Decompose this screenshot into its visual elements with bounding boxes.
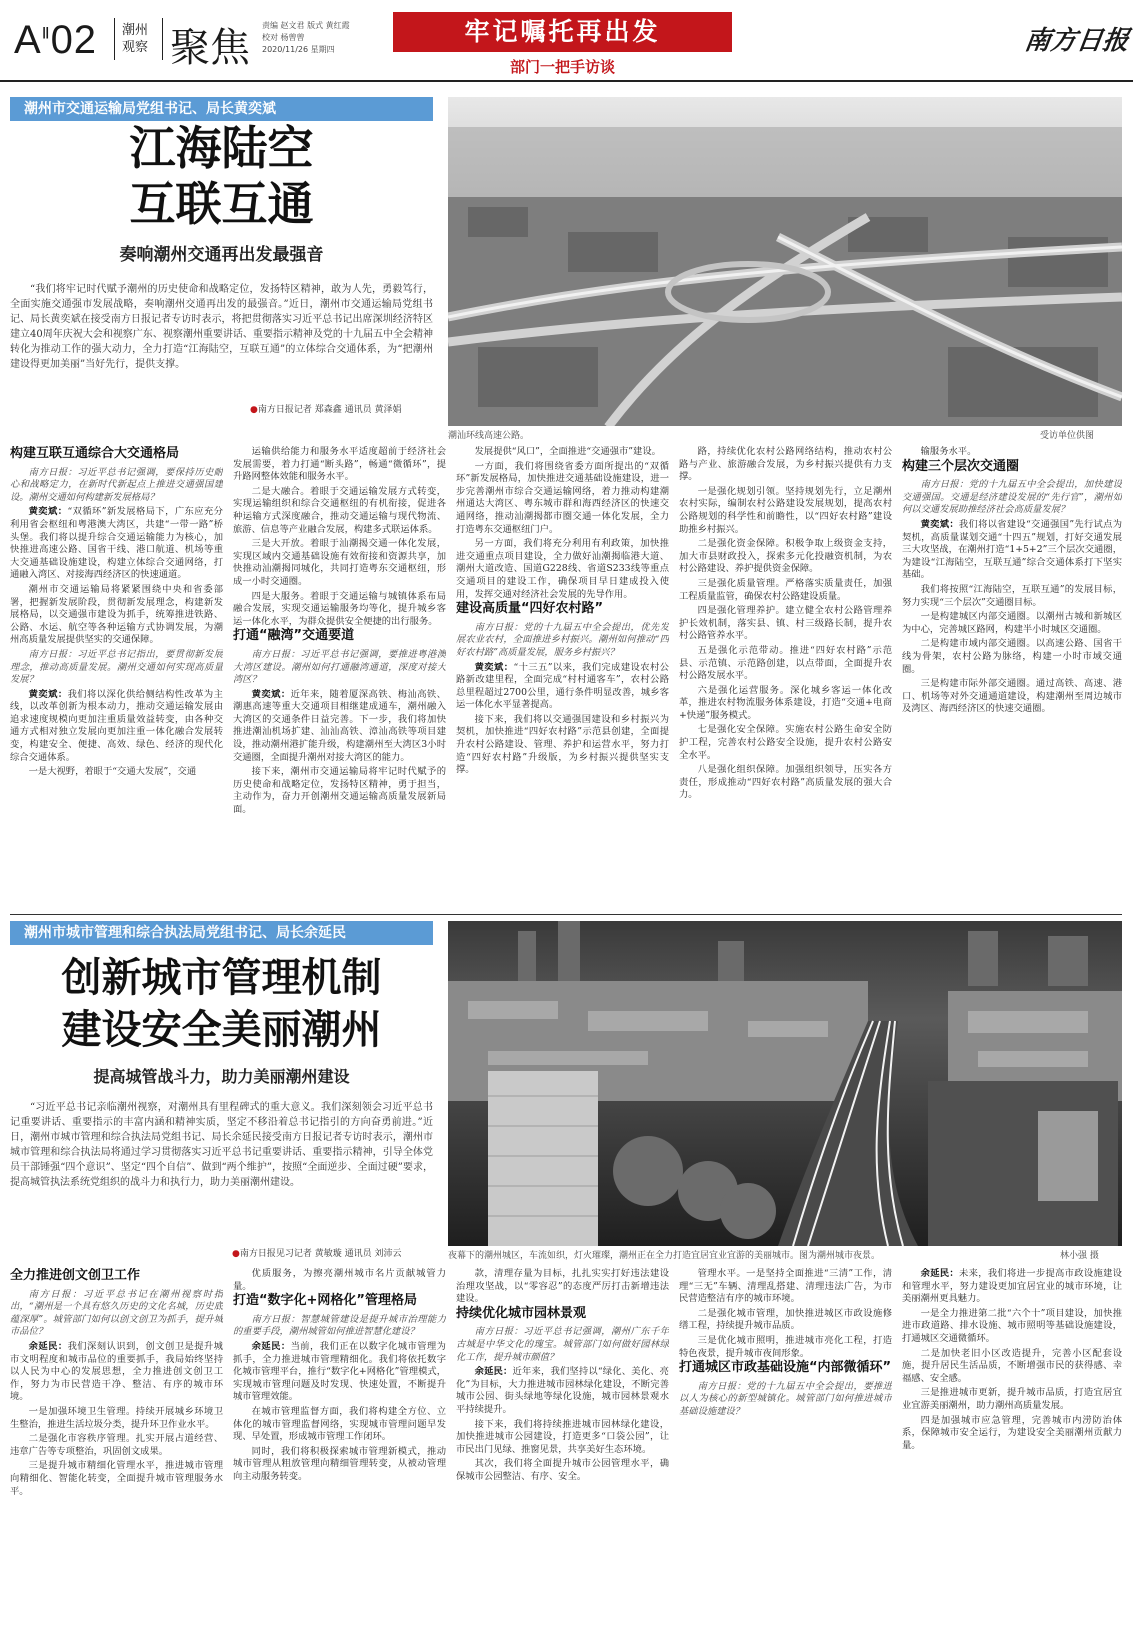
body-paragraph: 输服务水平。 [920, 446, 977, 457]
interview-question: 南方日报：党的十九届五中全会提出，要推进以人为核心的新型城镇化。城管部门如何推进城市基础设施建设？ [679, 1380, 892, 1417]
body-paragraph: 接下来，我们将以交通强国建设和乡村振兴为契机，加快推进“四好农村路”示范县创建，全面提升农村公路建设、管理、养护和运营水平，努力打造“四好农村路”升级版，为乡村振兴提供坚实支撑。 [456, 713, 669, 776]
speaker-label: 黄奕斌： [28, 506, 68, 518]
body-paragraph: 二是强化城市管理，加快推进城区市政设施修缮工程，持续提升城市品质。 [679, 1307, 892, 1332]
section-heading: 构建三个层次交通圈 [902, 458, 1020, 474]
section-heading: 打通城区市政基础设施“内部微循环” [679, 1360, 892, 1376]
body-paragraph: 三是大开放。着眼于汕潮揭交通一体化发展，实现区域内交通基础设施有效衔接和资源共享，加快推动汕潮揭同城化，共同打造粤东交通枢纽，形成一小时交通圈。 [233, 538, 446, 587]
body-paragraph: 同时，我们将积极探索城市管理新模式，推动城市管理从粗放管理向精细管理转变，从被动管理向主动服务转变。 [233, 1445, 446, 1482]
body-paragraph: 四是加强城市应急管理，完善城市内涝防治体系，保障城市安全运行，为建设安全美丽潮州贡献力量。 [902, 1414, 1122, 1451]
body-paragraph: 另一方面，我们将充分利用有利政策，加快推进交通重点项目建设，全力做好汕潮揭临港大道、潮州大道改造、国道G228线、省道S233线等重点交通项目的建设工作，确保项目早日建成投入使用，发挥交通对经济社会发展的先导作用。 [456, 538, 669, 600]
body-paragraph: 三是强化质量管理。严格落实质量责任，加强工程质量监管，确保农村公路建设质量。 [679, 577, 892, 602]
body-paragraph: 六是强化运营服务。深化城乡客运一体化改革，推进农村物流服务体系建设，打造“交通+电商+快递”服务模式。 [679, 684, 892, 721]
body-paragraph: 其次，我们将全面提升城市公园管理水平，确保城市公园整洁、有序、安全。 [456, 1458, 669, 1482]
body-paragraph: 三是构建市际外部交通圈。通过高铁、高速、港口、机场等对外交通通道建设，构建潮州至周边城市及湾区、海西经济区的快速交通圈。 [902, 678, 1122, 715]
body-paragraph: 黄奕斌：近年来，随着厦深高铁、梅汕高铁、潮惠高速等重大交通项目相继建成通车，潮州融入大湾区的交通条件日益完善。下一步，我们将加快推进潮汕机场扩建、汕汕高铁、漳汕高铁等项目建设，推动潮州港扩能升级，构建潮州至大湾区3小时交通圈，全面提升潮州对接大湾区的能力。 [233, 688, 446, 763]
article2-byline: ●南方日报见习记者 黄敏璇 通讯员 刘沛云 [232, 1249, 402, 1259]
newspaper-logo: 南方日报 [1022, 26, 1131, 56]
article2-lede: “习近平总书记亲临潮州视察，对潮州具有里程碑式的重大意义。我们深刻领会习近平总书记重要讲话、重要指示的丰富内涵和精神实质，坚定不移沿着总书记指引的方向奋勇前进。”近日，潮州市城市管理和综合执法局党组书记、局长余延民接受南方日报记者专访时表示，潮州市城市管理和综合执法局将通过学习贯彻落实习近平总书记重要讲话、重要指示精神，引导全体党员干部锤强“四个意识”、坚定“四个自信”、做到“两个维护”，按照“全面逆步、全面过硬”要求，提高城管执法系统党组织的战斗力和执行力，助力美丽潮州建设。 [10, 1102, 433, 1188]
body-paragraph: 余延民：我们深刻认识到，创文创卫是提升城市文明程度和城市品位的重要抓手，我局始终坚持以人民为中心的发展思想，全力推进创文创卫工作，努力为市民营造干净、整洁、有序的城市环境。 [10, 1340, 223, 1403]
article2-headline: 创新城市管理机制 建设安全美丽潮州 [61, 954, 382, 1053]
section-heading: 全力推进创文创卫工作 [10, 1268, 141, 1283]
body-paragraph: 黄奕斌：“双循环”新发展格局下，广东应充分利用省会枢纽和粤港澳大湾区，共建“一带一路”桥头堡。我们将以提升综合交通运输能力为核心，加快推进高速公路、国省干线、港口航道、机场等重大交通基础设施建设，构建立体综合交通网络，打通融入湾区、对接海西经济区的快速通道。 [10, 506, 223, 581]
speaker-label: 黄奕斌： [28, 688, 68, 700]
article1-column-4 [679, 446, 892, 908]
section-heading: 构建互联互通综合大交通格局 [10, 446, 180, 461]
body-paragraph: 黄奕斌：我们将以深化供给侧结构性改革为主线，以改革创新为根本动力，推动交通运输发展由追求速度规模向更加注重质量效益转变，由各种交通方式相对独立发展向更加注重一体化融合发展转变，构建安全、便捷、高效、绿色、经济的现代化综合交通体系。 [10, 688, 223, 763]
article2-photo-credit: 林小强 摄 [1060, 1251, 1099, 1261]
body-paragraph: 在城市管理监督方面，我们将构建全方位、立体化的城市管理监督网络，实现城市管理问题早发现、早处置，形成城市管理工作闭环。 [233, 1405, 446, 1443]
page-header [0, 0, 1133, 74]
body-paragraph: 款，清理存量为目标，扎扎实实打好违法建设治理攻坚战，以“零容忍”的态度严厉打击新增违法建设。 [456, 1268, 669, 1305]
body-paragraph: 四是强化管理养护。建立健全农村公路管理养护长效机制，落实县、镇、村三级路长制，提升农村公路管养水平。 [679, 605, 892, 642]
article2-column-5 [902, 1268, 1122, 1622]
body-paragraph: 我们将按照“江海陆空，互联互通”的发展目标，努力实现“三个层次”交通圈目标。 [902, 583, 1122, 608]
article1-lede: “我们将牢记时代赋予潮州的历史使命和战略定位，发扬特区精神，敢为人先，勇毅笃行，全面实施交通强市发展战略，奏响潮州交通再出发的最强音。”近日，潮州市交通运输局党组书记、局长黄奕斌在接受南方日报记者专访时表示，将把贯彻落实习近平总书记出席深圳经济特区建立40周年庆祝大会和视察广东、视察潮州重要讲话、重要指示精神及党的十九届五中全会精神转化为推动工作的强大动力，全力打造“江海陆空，互联互通”的立体综合交通体系，为“把潮州建设得更加美丽”当好先行，提供支撑。 [10, 284, 433, 370]
body-paragraph: 三是推进城市更新，提升城市品质，打造宜居宜业宜游美丽潮州，助力潮州高质量发展。 [902, 1387, 1122, 1411]
body-paragraph: 五是强化示范带动。推进“四好农村路”示范县、示范镇、示范路创建，以点带面，全面提升农村公路发展水平。 [679, 644, 892, 682]
body-paragraph: 路，持续优化农村公路网络结构，推动农村公路与产业、旅游融合发展，为乡村振兴提供有力支撑。 [679, 446, 892, 483]
body-paragraph: 一是构建城区内部交通圈。以潮州古城和新城区为中心，完善城区路网，构建半小时城区交通圈。 [902, 611, 1122, 635]
section-heading: 建设高质量“四好农村路” [456, 601, 604, 617]
body-paragraph: 二是强化市容秩序管理。扎实开展占道经营、违章广告等专项整治，巩固创文成果。 [10, 1433, 223, 1457]
body-paragraph: 运输供给能力和服务水平适度超前于经济社会发展需要，着力打通“断头路”，畅通“微循环”，提升路网整体效能和服务水平。 [233, 446, 446, 483]
speaker-label: 黄奕斌： [251, 688, 291, 700]
speaker-label: 余延民： [474, 1366, 513, 1378]
body-paragraph: 一是加强环境卫生管理。持续开展城乡环境卫生整治，推进生活垃圾分类，提升环卫作业水平。 [10, 1405, 223, 1430]
section-subtitle: 潮州观察 [122, 23, 149, 55]
article1-photo-caption: 潮汕环线高速公路。 [448, 431, 530, 441]
article1-column-1 [10, 446, 223, 908]
header-rule [0, 80, 1133, 82]
body-paragraph: 二是强化资金保障。积极争取上级资金支持，加大市县财政投入，探索多元化投融资机制，为农村公路建设、养护提供资金保障。 [679, 538, 892, 575]
article2-subhead: 提高城管战斗力，助力美丽潮州建设 [93, 1067, 350, 1086]
article1-tag: 潮州市交通运输局党组书记、局长黄奕斌 [10, 97, 433, 121]
speaker-label: 余延民： [28, 1340, 68, 1352]
article2-column-4 [679, 1268, 892, 1622]
column-banner: 牢记嘱托再出发 [393, 12, 732, 52]
body-paragraph: 七是强化安全保障。实施农村公路生命安全防护工程，完善农村公路安全设施，提升农村公路安全水平。 [679, 724, 892, 761]
body-paragraph: 潮州市交通运输局将紧紧围绕中央和省委部署，把握新发展阶段，贯彻新发展理念，构建新发展格局，以交通强市建设为抓手，统筹推进铁路、公路、水运、航空等各种运输方式协调发展，为潮州高质量发展提供坚实的交通保障。 [10, 583, 223, 646]
page-number: $A^Ⅱ02$ [14, 18, 98, 62]
highway-image [448, 97, 1122, 426]
article1-photo-highway-interchange [448, 97, 1122, 426]
body-paragraph: 一是全力推进第二批“六个十”项目建设，加快推进市政道路、排水设施、城市照明等基础设施建设，打通城区交通微循环。 [902, 1307, 1122, 1344]
interview-question: 南方日报：习近平总书记强调，潮州广东千年古城是中华文化的瑰宝。城管部门如何做好园林绿化工作，提升城市颜值？ [456, 1326, 669, 1363]
interview-question: 南方日报：党的十九届五中全会提出，加快建设交通强国。交通是经济建设发展的“先行官”，潮州如何以交通发展助推经济社会高质量发展？ [902, 479, 1122, 516]
body-paragraph: 余延民：当前，我们正在以数字化城市管理为抓手，全力推进城市管理精细化。我们将依托数字化城市管理平台，推行“数字化+网格化”管理模式，实现城市管理问题及时发现、快速处置，不断提升城市管理效能。 [233, 1340, 446, 1403]
body-paragraph: 一是强化规划引领。坚持规划先行，立足潮州农村实际，编制农村公路建设发展规划，提高农村公路规划的科学性和前瞻性，以“四好农村路”建设助推乡村振兴。 [679, 485, 892, 535]
header-divider [114, 18, 115, 60]
body-paragraph: 三是优化城市照明，推进城市亮化工程，打造特色夜景，提升城市夜间形象。 [679, 1334, 892, 1359]
interview-question: 南方日报：习近平总书记在潮州视察时指出，“潮州是一个具有悠久历史的文化名城，历史底蕴深厚”。城管部门如何以创文创卫为抓手，提升城市品位？ [10, 1288, 223, 1338]
body-paragraph: 二是构建市域内部交通圈。以高速公路、国省干线为骨架，农村公路为脉络，构建一小时市域交通圈。 [902, 638, 1122, 675]
body-paragraph: 四是大服务。着眼于交通运输与城镇体系布局融合发展，实现交通运输服务均等化，提升城乡客运一体化水平，为群众提供安全便捷的出行服务。 [233, 590, 446, 627]
body-paragraph: 黄奕斌：“十三五”以来，我们完成建设农村公路新改建里程，全面完成“村村通客车”，农村公路总里程超过2700公里，通行条件明显改善，城乡客运一体化水平显著提高。 [456, 661, 669, 711]
body-paragraph: 余延民：近年来，我们坚持以“绿化、美化、亮化”为目标，大力推进城市园林绿化建设，不断完善城市公园、街头绿地等绿化设施，城市园林景观水平持续提升。 [456, 1366, 669, 1415]
body-paragraph: 八是强化组织保障。加强组织领导，压实各方责任，形成推动“四好农村路”高质量发展的强大合力。 [679, 764, 892, 801]
body-paragraph: 黄奕斌：我们将以省建设“交通强国”先行试点为契机，高质量谋划交通“十四五”规划，打好交通发展三大攻坚战，在潮州打造“1+5+2”三个层次交通圈，为建设“江海陆空，互联互通”综合交通体系打下坚实基础。 [902, 518, 1122, 581]
interview-question: 南方日报：智慧城管建设是提升城市治理能力的重要手段，潮州城管如何推进智慧化建设？ [233, 1313, 446, 1338]
article1-headline: 江海陆空 互联互通 [129, 121, 314, 231]
body-paragraph: 三是提升城市精细化管理水平，推进城市管理向精细化、智能化转变，全面提升城市管理服务水平。 [10, 1460, 223, 1497]
body-paragraph: 管理水平。一是坚持全面推进“三清”工作，清理“三无”车辆、清理乱搭建、清理违法广告，为市民营造整洁有序的城市环境。 [679, 1268, 892, 1305]
section-heading: 持续优化城市园林景观 [456, 1305, 587, 1321]
body-paragraph: 余延民：未来，我们将进一步提高市政设施建设和管理水平，努力建设更加宜居宜业的城市环境，让美丽潮州更具魅力。 [902, 1268, 1122, 1305]
article1-column-3 [456, 446, 669, 908]
editor-meta: 责编 赵文君 版式 黄红霞 校对 杨曾曾 2020/11/26 星期四 [262, 21, 350, 54]
body-paragraph: 一方面，我们将围绕省委方面所提出的“双循环”新发展格局，加快推进交通基础设施建设，进一步完善潮州市综合交通运输网络，着力推动构建潮州通达大湾区、粤东城市群和海西经济区的快速交通网络，推动汕潮揭都市圈交通一体化发展，全力打造粤东交通枢纽门户。 [456, 460, 669, 535]
city-night-image [448, 921, 1122, 1246]
body-paragraph: 一是大视野，着眼于“交通大发展”，交通 [28, 766, 197, 778]
article2-photo-caption: 夜幕下的潮州城区，车流如织，灯火璀璨，潮州正在全力打造宜居宜业宜游的美丽城市。图为潮州城市夜景。 [448, 1251, 881, 1261]
speaker-label: 黄奕斌： [474, 661, 514, 673]
body-paragraph: 接下来，我们将持续推进城市园林绿化建设，加快推进城市公园建设，打造更多“口袋公园”，让市民出门见绿、推窗见景，共享美好生态环境。 [456, 1418, 669, 1455]
article1-subhead: 奏响潮州交通再出发最强音 [119, 245, 324, 265]
article-divider [10, 914, 1122, 915]
article2-column-2 [233, 1268, 446, 1622]
header-divider [162, 18, 163, 60]
body-paragraph: 二是大融合。着眼于交通运输发展方式转变，实现运输组织和综合交通枢纽的有机衔接，促进各种运输方式深度融合，推动交通运输与现代物流、旅游、信息等产业融合发展，构建多式联运体系。 [233, 485, 446, 535]
article2-tag: 潮州市城市管理和综合执法局党组书记、局长余延民 [10, 921, 433, 945]
body-paragraph: 二是加快老旧小区改造提升，完善小区配套设施，提升居民生活品质，不断增强市民的获得感、幸福感、安全感。 [902, 1347, 1122, 1384]
section-title: 聚焦 [170, 25, 250, 71]
interview-question: 南方日报：习近平总书记强调，要推进粤港澳大湾区建设。潮州如何打通融湾通道，深度对接大湾区？ [233, 648, 446, 686]
section-heading: 打造“数字化+网格化”管理格局 [233, 1293, 417, 1309]
body-paragraph: 接下来，潮州市交通运输局将牢记时代赋予的历史使命和战略定位，发扬特区精神，勇于担当，主动作为，奋力开创潮州交通运输高质量发展新局面。 [233, 766, 446, 816]
interview-question: 南方日报：习近平总书记指出，要贯彻新发展理念，推动高质量发展。潮州交通如何实现高质量发展？ [10, 648, 223, 686]
interview-question: 南方日报：党的十九届五中全会提出，优先发展农业农村，全面推进乡村振兴。潮州如何推动“四好农村路”高质量发展，服务乡村振兴？ [456, 621, 669, 658]
article2-column-1 [10, 1268, 223, 1622]
article1-column-2 [233, 446, 446, 908]
speaker-label: 余延民： [920, 1268, 960, 1279]
interview-question: 南方日报：习近平总书记强调，要保持历史耐心和战略定力，在新时代新起点上推进交通强国建设。潮州交通如何构建新发展格局？ [10, 466, 223, 503]
article1-photo-credit: 受访单位供图 [1040, 431, 1095, 441]
section-heading: 打通“融湾”交通要道 [233, 628, 355, 644]
column-banner-subtitle: 部门一把手访谈 [509, 58, 615, 76]
body-paragraph: 发展提供“风口”，全面推进“交通强市”建设。 [474, 446, 661, 457]
body-paragraph: 优质服务，为擦亮潮州城市名片贡献城管力量。 [233, 1268, 446, 1292]
article2-column-3 [456, 1268, 669, 1622]
article1-byline: ●南方日报记者 郑森鑫 通讯员 黄泽娟 [250, 405, 402, 415]
article1-column-5 [902, 446, 1122, 908]
speaker-label: 余延民： [251, 1340, 291, 1352]
article2-photo-city-night [448, 921, 1122, 1246]
speaker-label: 黄奕斌： [920, 518, 959, 530]
